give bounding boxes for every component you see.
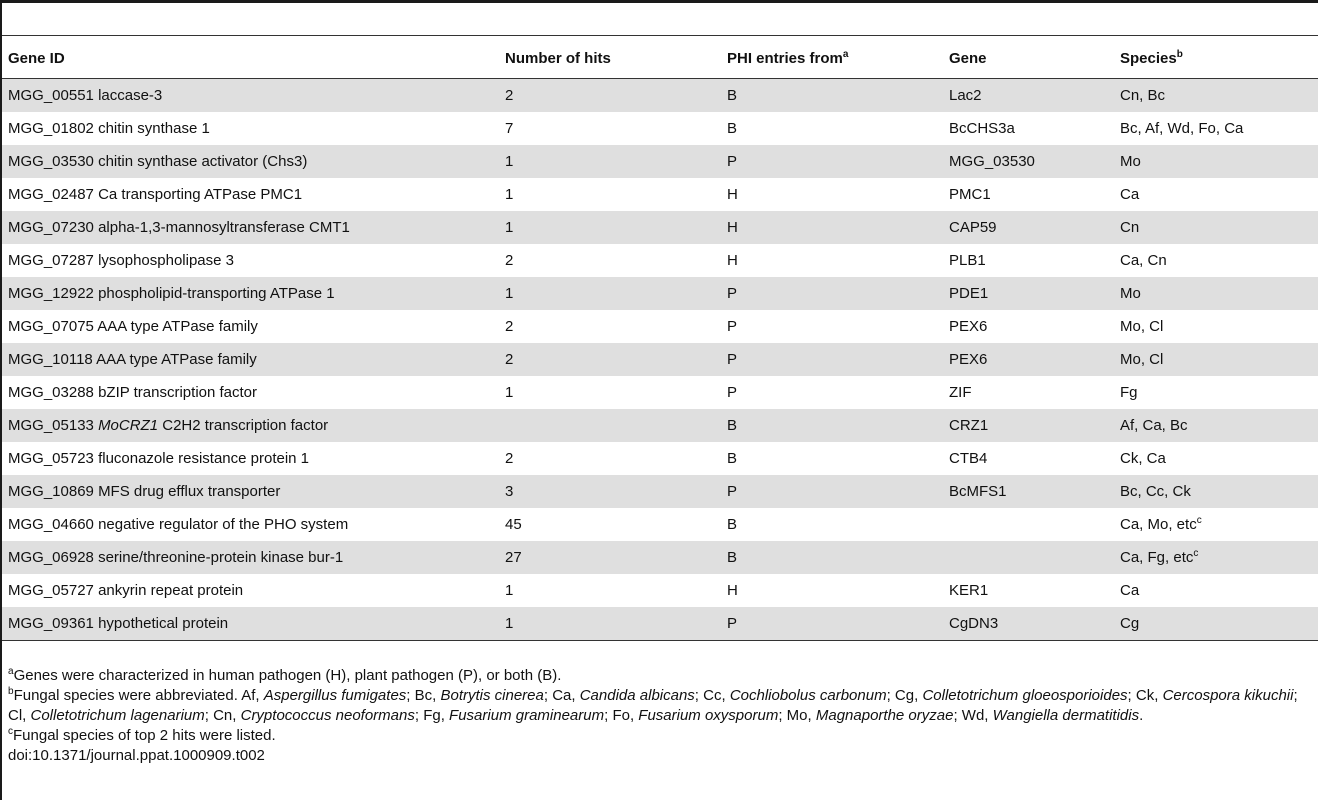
table-row: [2, 541, 1318, 574]
column-header-label: Gene ID: [8, 49, 65, 67]
gene-description: alpha-1,3-mannosyltransferase CMT1: [98, 219, 350, 236]
gene-id: MGG_10118: [8, 351, 93, 368]
table-row: [2, 244, 1318, 277]
gene-id: MGG_07287: [8, 252, 94, 269]
gene-cell: Lac2: [943, 79, 1114, 113]
footnote-c-text: Fungal species of top 2 hits were listed.: [13, 727, 276, 744]
phi-cell: H: [727, 252, 738, 269]
gene-id: MGG_01802: [8, 120, 94, 137]
species-cell: [1114, 508, 1318, 541]
footnote-mark: a: [842, 48, 849, 60]
footnote-b-intro: Fungal species were abbreviated.: [13, 687, 238, 704]
species-text: Ca, Mo, etc: [1120, 516, 1197, 533]
species-code: Mo,: [786, 707, 816, 724]
gene-id-cell: [2, 145, 499, 178]
phi-cell: B: [721, 409, 943, 442]
gene-cell: [943, 508, 1114, 541]
gene-id-cell: [2, 508, 499, 541]
species-cell: [1114, 343, 1318, 376]
table-row: [2, 508, 1318, 541]
table-row: [2, 409, 1318, 442]
species-text: Mo: [1120, 153, 1141, 170]
gene-cell: ZIF: [949, 384, 972, 401]
gene-id: MGG_10869: [8, 483, 94, 500]
species-cell: [1114, 211, 1318, 244]
gene-id: MGG_06928: [8, 549, 94, 566]
gene-description: C2H2 transcription factor: [162, 417, 329, 434]
gene-description: serine/threonine-protein kinase bur-1: [98, 549, 344, 566]
species-name: Botrytis cinerea: [440, 687, 544, 704]
gene-id-cell: [2, 574, 499, 607]
table-body: [2, 79, 1318, 641]
phi-cell: B: [727, 516, 738, 533]
footnote-mark: c: [1196, 515, 1202, 526]
gene-description: chitin synthase activator (Chs3): [98, 153, 308, 170]
table-footnotes: [2, 666, 1318, 766]
species-name: Wangiella dermatitidis: [992, 707, 1140, 724]
gene-id: MGG_00551: [8, 87, 94, 104]
gene-id-cell: [2, 112, 499, 145]
gene-description: AAA type ATPase family: [96, 351, 257, 368]
hits-cell: 1: [499, 145, 721, 178]
species-code: Fg,: [423, 707, 450, 724]
hits-cell: 1: [499, 607, 721, 641]
footnote-b: [8, 686, 1318, 726]
species-cell: [1114, 409, 1318, 442]
gene-id: MGG_05727: [8, 582, 94, 599]
gene-id-cell: [2, 607, 499, 641]
species-text: Mo, Cl: [1120, 318, 1164, 335]
footnote-mark: b: [1176, 48, 1183, 60]
gene-cell: PDE1: [943, 277, 1114, 310]
phi-cell: H: [721, 211, 943, 244]
gene-id-cell: [2, 409, 499, 442]
phi-cell: B: [721, 541, 943, 574]
species-cell: [1114, 475, 1318, 508]
gene-id: MGG_07230: [8, 219, 94, 236]
phi-cell: B: [727, 450, 738, 467]
phi-cell: B: [721, 79, 943, 113]
species-text: Mo, Cl: [1120, 351, 1164, 368]
species-cell: [1114, 79, 1318, 113]
table-row: [2, 442, 1318, 475]
species-code: Ck,: [1135, 687, 1163, 704]
gene-id-cell: [2, 211, 499, 244]
footnote-a-mark: a: [8, 666, 14, 677]
gene-id: MGG_04660: [8, 516, 94, 533]
gene-id: MGG_07075: [8, 318, 94, 335]
hits-cell: 2: [505, 450, 514, 467]
phi-cell: P: [727, 318, 738, 335]
footnote-b-mark: b: [8, 686, 14, 697]
hits-cell: 1: [505, 582, 514, 599]
table-row: [2, 310, 1318, 343]
species-code: Bc,: [414, 687, 441, 704]
species-code: Wd,: [961, 707, 993, 724]
gene-cell: MGG_03530: [943, 145, 1114, 178]
species-text: Ca: [1120, 582, 1140, 599]
species-cell: [1114, 145, 1318, 178]
species-code: Cc,: [703, 687, 730, 704]
species-text: Af, Ca, Bc: [1120, 417, 1188, 434]
column-header: [499, 38, 721, 79]
species-text: Cn, Bc: [1120, 87, 1166, 104]
gene-description: hypothetical protein: [98, 615, 229, 632]
species-text: Bc, Af, Wd, Fo, Ca: [1120, 120, 1244, 137]
gene-cell: PEX6: [943, 343, 1114, 376]
gene-cell: KER1: [949, 582, 989, 599]
phi-cell: P: [721, 145, 943, 178]
table-row: [2, 277, 1318, 310]
gene-description: Ca transporting ATPase PMC1: [98, 186, 303, 203]
gene-cell: CAP59: [943, 211, 1114, 244]
phi-cell: H: [727, 186, 738, 203]
gene-cell: PEX6: [949, 318, 988, 335]
table-row: [2, 376, 1318, 409]
table-row: [2, 145, 1318, 178]
table-header: [2, 38, 1318, 79]
gene-description: laccase-3: [98, 87, 163, 104]
species-text: Mo: [1120, 285, 1141, 302]
column-header-label: Gene: [949, 49, 987, 67]
phi-cell: P: [721, 607, 943, 641]
results-table: [2, 38, 1318, 641]
phi-cell: H: [727, 582, 738, 599]
species-name: Aspergillus fumigates: [263, 687, 407, 704]
gene-id: MGG_03530: [8, 153, 94, 170]
table-row: [2, 475, 1318, 508]
species-text: Ca: [1120, 186, 1140, 203]
gene-description: fluconazole resistance protein 1: [98, 450, 310, 467]
gene-id-cell: [2, 79, 499, 113]
gene-description: MFS drug efflux transporter: [98, 483, 281, 500]
species-name: Fusarium oxysporum: [638, 707, 779, 724]
phi-cell: P: [721, 475, 943, 508]
footnote-mark: c: [1193, 548, 1199, 559]
species-text: Bc, Cc, Ck: [1120, 483, 1191, 500]
species-text: Fg: [1120, 384, 1138, 401]
hits-cell: 7: [505, 120, 514, 137]
hits-cell: 3: [499, 475, 721, 508]
species-cell: [1114, 607, 1318, 641]
gene-id-cell: [2, 475, 499, 508]
column-header: [1114, 38, 1318, 79]
hits-cell: 45: [505, 516, 522, 533]
species-code: Cn,: [213, 707, 241, 724]
column-header: [721, 38, 943, 79]
hits-cell: 2: [499, 343, 721, 376]
header-row: [2, 38, 1318, 79]
footnote-a: [8, 666, 1318, 686]
gene-description: lysophospholipase 3: [98, 252, 234, 269]
gene-id-cell: [2, 343, 499, 376]
gene-cell: PMC1: [949, 186, 991, 203]
gene-id: MGG_03288: [8, 384, 94, 401]
gene-id: MGG_02487: [8, 186, 94, 203]
species-code: Cl,: [8, 707, 31, 724]
species-cell: [1114, 244, 1318, 277]
table-row: [2, 112, 1318, 145]
species-text: Cg: [1120, 615, 1140, 632]
species-cell: [1114, 277, 1318, 310]
species-cell: [1114, 310, 1318, 343]
gene-id: MGG_05723: [8, 450, 94, 467]
header-top-rule: [2, 35, 1318, 36]
phi-cell: P: [721, 277, 943, 310]
hits-cell: 1: [505, 186, 514, 203]
hits-cell: [499, 409, 721, 442]
gene-description: negative regulator of the PHO system: [98, 516, 349, 533]
gene-description: ankyrin repeat protein: [98, 582, 244, 599]
column-header: [2, 38, 499, 79]
species-cell: [1114, 178, 1318, 211]
gene-id-cell: [2, 310, 499, 343]
gene-description: AAA type ATPase family: [97, 318, 258, 335]
species-cell: [1114, 112, 1318, 145]
species-cell: [1114, 376, 1318, 409]
table-row: [2, 343, 1318, 376]
gene-id-cell: [2, 244, 499, 277]
column-header-label: Number of hits: [505, 49, 611, 67]
gene-id-cell: [2, 277, 499, 310]
gene-name-italic: MoCRZ1: [98, 417, 159, 434]
phi-cell: B: [727, 120, 738, 137]
species-code: Fo,: [612, 707, 639, 724]
gene-cell: BcCHS3a: [949, 120, 1015, 137]
column-header: [943, 38, 1114, 79]
gene-cell: CTB4: [949, 450, 988, 467]
species-name: Cercospora kikuchii: [1162, 687, 1294, 704]
doi: doi:10.1371/journal.ppat.1000909.t002: [8, 747, 265, 764]
hits-cell: 1: [505, 384, 514, 401]
hits-cell: 2: [505, 252, 514, 269]
gene-id: MGG_05133: [8, 417, 94, 434]
gene-cell: CRZ1: [943, 409, 1114, 442]
hits-cell: 2: [505, 318, 514, 335]
table-row: [2, 178, 1318, 211]
gene-description: phospholipid-transporting ATPase 1: [98, 285, 335, 302]
species-name: Candida albicans: [579, 687, 695, 704]
species-name: Colletotrichum lagenarium: [30, 707, 205, 724]
species-cell: [1114, 442, 1318, 475]
species-name: Fusarium graminearum: [449, 707, 605, 724]
footnote-c: [8, 726, 1318, 746]
table-row: [2, 574, 1318, 607]
hits-cell: 1: [499, 211, 721, 244]
species-name: Colletotrichum gloeosporioides: [922, 687, 1128, 704]
species-code: Ca,: [552, 687, 580, 704]
gene-id-cell: [2, 541, 499, 574]
gene-description: bZIP transcription factor: [98, 384, 258, 401]
gene-cell: [943, 541, 1114, 574]
hits-cell: 1: [499, 277, 721, 310]
species-text: Cn: [1120, 219, 1140, 236]
species-name: Cryptococcus neoformans: [240, 707, 415, 724]
phi-cell: P: [721, 343, 943, 376]
species-code: Cg,: [894, 687, 923, 704]
column-header-label: Species: [1120, 49, 1177, 67]
gene-id-cell: [2, 376, 499, 409]
gene-id-cell: [2, 178, 499, 211]
gene-id-cell: [2, 442, 499, 475]
footnote-a-text: Genes were characterized in human pathogen (H), plant pathogen (P), or both (B).: [13, 667, 562, 684]
column-header-label: PHI entries from: [727, 49, 843, 67]
species-cell: [1114, 574, 1318, 607]
gene-id: MGG_09361: [8, 615, 94, 632]
species-text: Ck, Ca: [1120, 450, 1166, 467]
hits-cell: 27: [499, 541, 721, 574]
gene-cell: PLB1: [949, 252, 986, 269]
gene-cell: CgDN3: [943, 607, 1114, 641]
gene-id: MGG_12922: [8, 285, 94, 302]
table-row: [2, 607, 1318, 641]
gene-cell: BcMFS1: [943, 475, 1114, 508]
hits-cell: 2: [499, 79, 721, 113]
table-row: [2, 79, 1318, 113]
species-abbreviation-list: Af, Aspergillus fumigates; Bc, Botrytis cinerea; Ca, Candida albicans; Cc, Cochliobolus carbonum; Cg, Colletotrichum gloeosporioides; Ck, Cercospora kikuchii; Cl, Colletotrichum lagenarium; Cn, Cryptococcus neoformans; Fg, Fusarium graminearum; Fo, Fusarium oxysporum; Mo, Magnaporthe oryzae; Wd, Wangiella dermatitidis.: [8, 687, 1298, 724]
species-text: Ca, Cn: [1120, 252, 1167, 269]
gene-description: chitin synthase 1: [98, 120, 210, 137]
species-name: Magnaporthe oryzae: [815, 707, 954, 724]
table-row: [2, 211, 1318, 244]
species-cell: [1114, 541, 1318, 574]
footnote-c-mark: c: [8, 726, 13, 737]
phi-cell: P: [727, 384, 738, 401]
species-code: Af,: [241, 687, 264, 704]
species-name: Cochliobolus carbonum: [729, 687, 887, 704]
caption-area: [2, 3, 1318, 35]
species-text: Ca, Fg, etc: [1120, 549, 1194, 566]
